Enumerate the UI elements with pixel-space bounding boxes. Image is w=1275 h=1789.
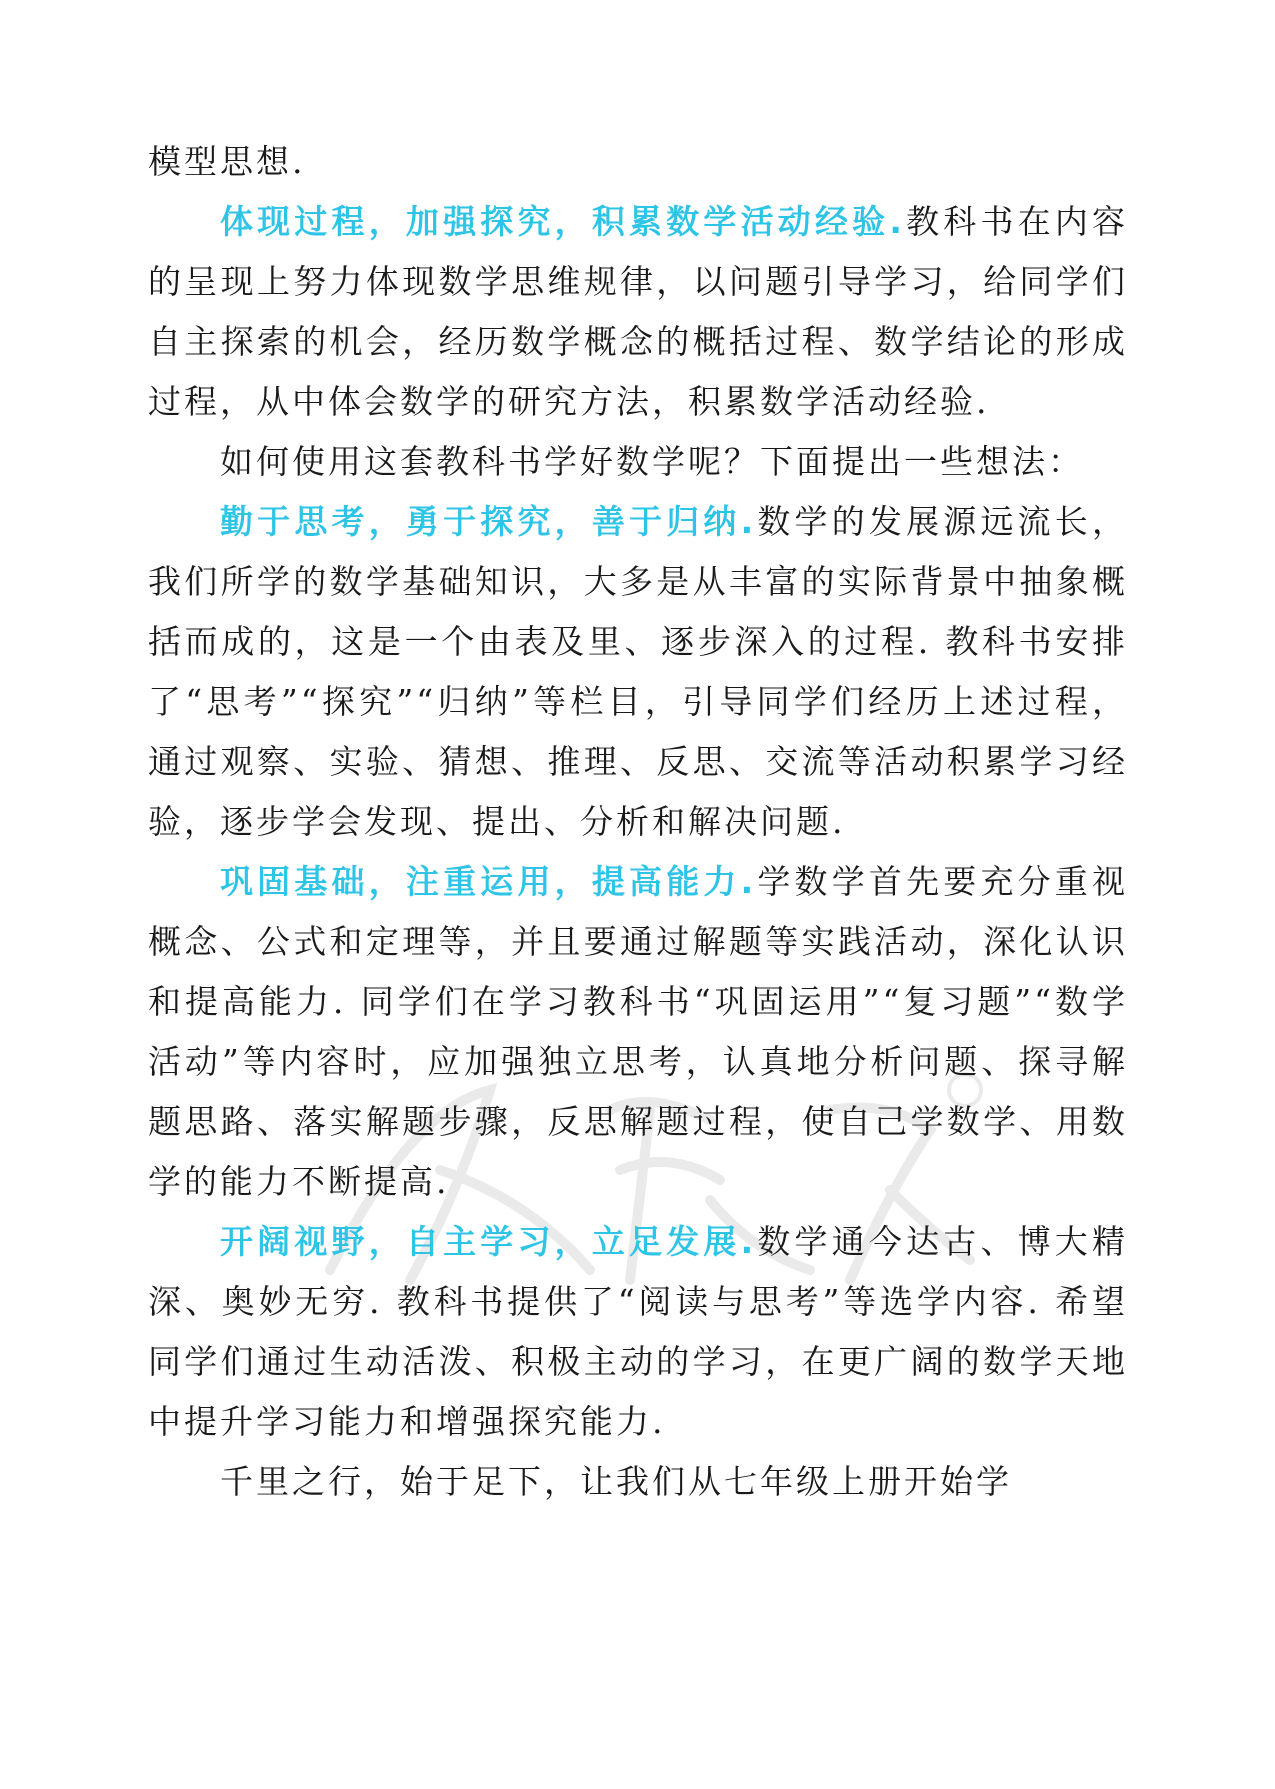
paragraph-lead-heading: 体现过程，加强探究，积累数学活动经验. <box>220 202 905 241</box>
paragraph-text: 数学通今达古、博大精深、奥妙无穷. 教科书提供了“阅读与思考”等选学内容. 希望同学们通过生动活泼、积极主动的学习，在更广阔的数学天地中提升学习能力和增强探究能力. <box>148 1222 1128 1441</box>
paragraph-text: 数学的发展源远流长，我们所学的数学基础知识，大多是从丰富的实际背景中抽象概括而成的，这是一个由表及里、逐步深入的过程. 教科书安排了“思考”“探究”“归纳”等栏目，引导同学们经历上述过程，通过观察、实验、猜想、推理、反思、交流等活动积累学习经验，逐步学会发现、提出、分析和解决问题. <box>148 502 1128 841</box>
paragraph-lead-heading: 巩固基础，注重运用，提高能力. <box>220 862 757 901</box>
paragraph-think-explore <box>148 492 1128 852</box>
paragraph-text: 教科书在内容的呈现上努力体现数学思维规律，以问题引导学习，给同学们自主探索的机会，经历数学概念的概括过程、数学结论的形成过程，从中体会数学的研究方法，积累数学活动经验. <box>148 202 1129 421</box>
paragraph-lead-heading: 勤于思考，勇于探究，善于归纳. <box>220 502 757 541</box>
paragraph-broaden-horizons <box>148 1212 1128 1452</box>
paragraph-text: 如何使用这套教科书学好数学呢？下面提出一些想法： <box>220 442 1084 481</box>
document-body <box>148 132 1128 1512</box>
paragraph-consolidate-basics <box>148 852 1128 1212</box>
paragraph-journey-begins <box>148 1452 1128 1512</box>
paragraph-text: 模型思想. <box>148 142 306 181</box>
paragraph-text: 学数学首先要充分重视概念、公式和定理等，并且要通过解题等实践活动，深化认识和提高能力. 同学们在学习教科书“巩固运用”“复习题”“数学活动”等内容时，应加强独立思考，认真地分析问题、探寻解题思路、落实解题步骤，反思解题过程，使自己学数学、用数学的能力不断提高. <box>148 862 1128 1201</box>
paragraph-how-to-use <box>148 432 1128 492</box>
paragraph-text: 千里之行，始于足下，让我们从七年级上册开始学 <box>220 1462 1012 1501</box>
paragraph-process-exploration <box>148 192 1128 432</box>
paragraph-lead-heading: 开阔视野，自主学习，立足发展. <box>220 1222 757 1261</box>
paragraph-model-idea <box>148 132 1128 192</box>
